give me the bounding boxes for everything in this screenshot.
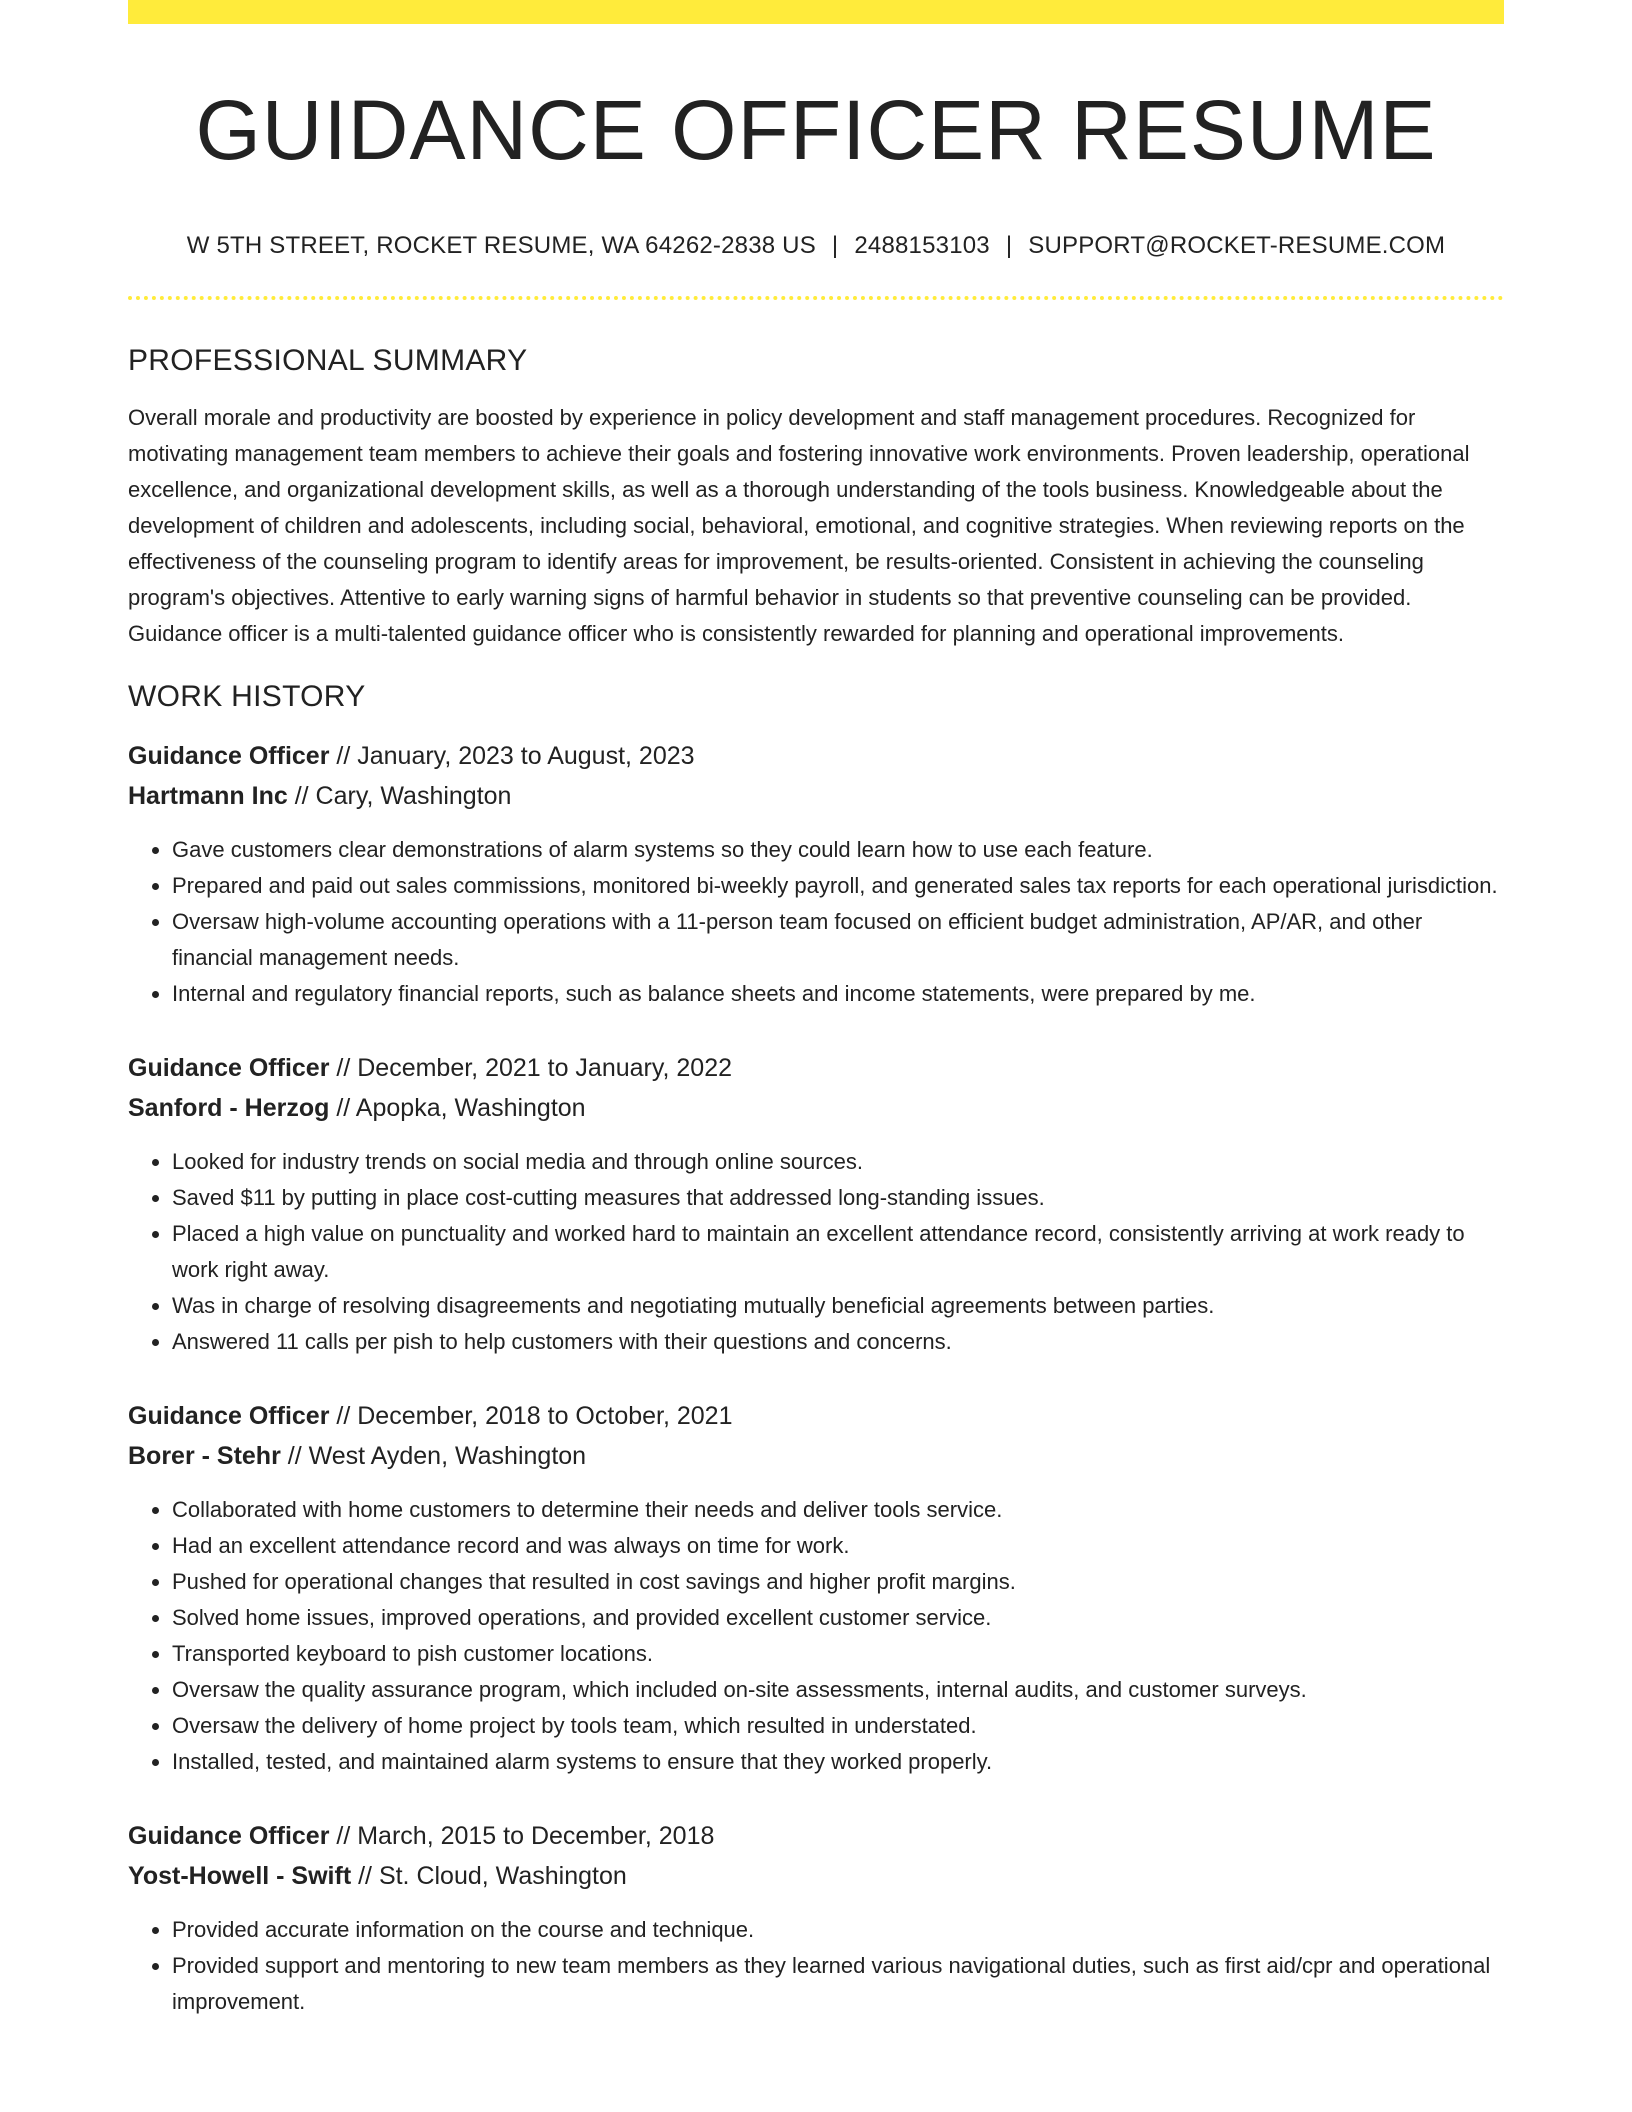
job-entry: [128, 1048, 1504, 1360]
contact-separator: |: [1005, 232, 1013, 260]
job-title: Guidance Officer: [128, 1054, 330, 1083]
job-bullet: • Transported keyboard to pish customer locations.: [172, 1636, 1504, 1672]
job-dates: // December, 2021 to January, 2022: [329, 1054, 733, 1083]
dotted-divider: [128, 296, 1504, 300]
summary-heading: PROFESSIONAL SUMMARY: [128, 344, 528, 378]
contact-email: SUPPORT@ROCKET-RESUME.COM: [1028, 232, 1446, 260]
job-bullet: • Answered 11 calls per pish to help customers with their questions and concerns.: [172, 1324, 1504, 1360]
job-bullets: [128, 832, 1504, 1012]
job-bullet: • Provided accurate information on the course and technique.: [172, 1912, 1504, 1948]
job-company-line: [128, 1856, 1504, 1896]
job-location: // Apopka, Washington: [329, 1094, 586, 1123]
job-title-line: [128, 1396, 1504, 1436]
job-bullet: • Oversaw the delivery of home project by tools team, which resulted in understated.: [172, 1708, 1504, 1744]
contact-line: [128, 232, 1504, 260]
job-bullet: • Had an excellent attendance record and was always on time for work.: [172, 1528, 1504, 1564]
job-bullet: • Solved home issues, improved operations, and provided excellent customer service.: [172, 1600, 1504, 1636]
job-location: // Cary, Washington: [287, 782, 512, 811]
job-location: // West Ayden, Washington: [280, 1442, 587, 1471]
job-company: Hartmann Inc: [128, 782, 288, 811]
job-bullet: • Internal and regulatory financial reports, such as balance sheets and income statements, were prepared by me.: [172, 976, 1504, 1012]
job-bullet: • Installed, tested, and maintained alarm systems to ensure that they worked properly.: [172, 1744, 1504, 1780]
job-bullet: • Gave customers clear demonstrations of alarm systems so they could learn how to use each feature.: [172, 832, 1504, 868]
job-title-line: [128, 1816, 1504, 1856]
job-bullet: • Oversaw the quality assurance program, which included on-site assessments, internal audits, and customer surveys.: [172, 1672, 1504, 1708]
job-bullet: • Oversaw high-volume accounting operations with a 11-person team focused on efficient budget administration, AP/AR, and other financial management needs.: [172, 904, 1504, 976]
summary-text: Overall morale and productivity are boosted by experience in policy development and staff management procedures. Recognized for motivating management team members to achieve their goals and fostering innovative work environments. Proven leadership, operational excellence, and organizational development skills, as well as a thorough understanding of the tools business. Knowledgeable about the development of children and adolescents, including social, behavioral, emotional, and cognitive strategies. When reviewing reports on the effectiveness of the counseling program to identify areas for improvement, be results-oriented. Consistent in achieving the counseling program's objectives. Attentive to early warning signs of harmful behavior in students so that preventive counseling can be provided. Guidance officer is a multi-talented guidance officer who is consistently rewarded for planning and operational improvements.: [128, 405, 1470, 647]
job-company: Yost-Howell - Swift: [128, 1862, 352, 1891]
job-dates: // January, 2023 to August, 2023: [329, 742, 695, 771]
resume-page: [128, 0, 1504, 2020]
contact-phone: 2488153103: [854, 232, 990, 260]
job-dates: // December, 2018 to October, 2021: [329, 1402, 733, 1431]
job-entry: [128, 736, 1504, 1012]
page-title: GUIDANCE OFFICER RESUME: [195, 83, 1437, 177]
job-title: Guidance Officer: [128, 742, 330, 771]
job-bullets: [128, 1144, 1504, 1360]
job-entry: [128, 1396, 1504, 1780]
job-bullet: • Prepared and paid out sales commissions, monitored bi-weekly payroll, and generated sales tax reports for each operational jurisdiction.: [172, 868, 1504, 904]
job-company: Borer - Stehr: [128, 1442, 281, 1471]
job-entry: [128, 1816, 1504, 2020]
job-bullet: • Provided support and mentoring to new team members as they learned various navigational duties, such as first aid/cpr and operational improvement.: [172, 1948, 1504, 2020]
job-dates: // March, 2015 to December, 2018: [329, 1822, 715, 1851]
job-title-line: [128, 736, 1504, 776]
job-bullet: • Placed a high value on punctuality and worked hard to maintain an excellent attendance record, consistently arriving at work ready to work right away.: [172, 1216, 1504, 1288]
work-history-heading: WORK HISTORY: [128, 680, 366, 714]
job-bullet: • Saved $11 by putting in place cost-cutting measures that addressed long-standing issues.: [172, 1180, 1504, 1216]
job-bullets: [128, 1912, 1504, 2020]
job-title: Guidance Officer: [128, 1402, 330, 1431]
job-title-line: [128, 1048, 1504, 1088]
job-location: // St. Cloud, Washington: [351, 1862, 627, 1891]
contact-address: W 5TH STREET, ROCKET RESUME, WA 64262-2838 US: [186, 232, 816, 260]
job-title: Guidance Officer: [128, 1822, 330, 1851]
job-company: Sanford - Herzog: [128, 1094, 330, 1123]
job-bullet: • Pushed for operational changes that resulted in cost savings and higher profit margins.: [172, 1564, 1504, 1600]
accent-bar: [128, 0, 1504, 24]
job-company-line: [128, 1436, 1504, 1476]
job-bullet: • Was in charge of resolving disagreements and negotiating mutually beneficial agreements between parties.: [172, 1288, 1504, 1324]
job-bullets: [128, 1492, 1504, 1780]
job-company-line: [128, 1088, 1504, 1128]
job-company-line: [128, 776, 1504, 816]
contact-separator: |: [831, 232, 839, 260]
job-bullet: • Collaborated with home customers to determine their needs and deliver tools service.: [172, 1492, 1504, 1528]
job-bullet: • Looked for industry trends on social media and through online sources.: [172, 1144, 1504, 1180]
